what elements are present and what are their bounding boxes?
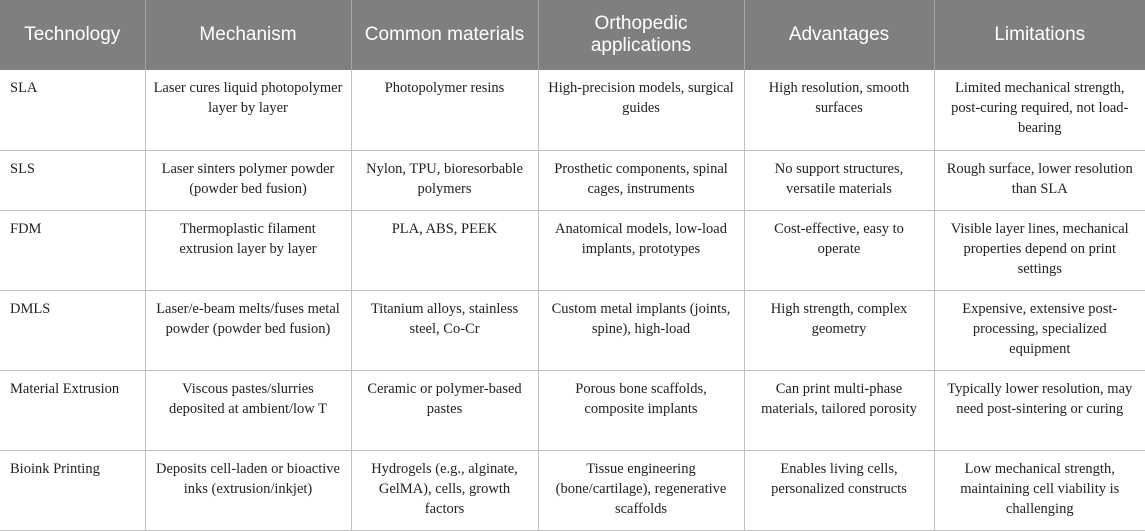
cell-advantages: No support structures, versatile materials (744, 150, 934, 210)
header-limitations: Limitations (934, 0, 1145, 70)
cell-limitations: Low mechanical strength, maintaining cell viability is challenging (934, 450, 1145, 530)
header-orthopedic-applications: Orthopedic applications (538, 0, 744, 70)
cell-materials: Titanium alloys, stainless steel, Co-Cr (351, 290, 538, 370)
cell-technology: Material Extrusion (0, 370, 145, 450)
cell-applications: Prosthetic components, spinal cages, instruments (538, 150, 744, 210)
cell-technology: FDM (0, 210, 145, 290)
cell-materials: Hydrogels (e.g., alginate, GelMA), cells, growth factors (351, 450, 538, 530)
table-row (0, 370, 1145, 450)
cell-limitations: Expensive, extensive post-processing, specialized equipment (934, 290, 1145, 370)
cell-mechanism: Laser/e-beam melts/fuses metal powder (powder bed fusion) (145, 290, 351, 370)
cell-technology: DMLS (0, 290, 145, 370)
cell-advantages: Enables living cells, personalized constructs (744, 450, 934, 530)
cell-limitations: Limited mechanical strength, post-curing required, not load-bearing (934, 70, 1145, 150)
cell-materials: Nylon, TPU, bioresorbable polymers (351, 150, 538, 210)
cell-mechanism: Deposits cell-laden or bioactive inks (extrusion/inkjet) (145, 450, 351, 530)
cell-mechanism: Laser cures liquid photopolymer layer by layer (145, 70, 351, 150)
table-row (0, 70, 1145, 150)
cell-advantages: High strength, complex geometry (744, 290, 934, 370)
cell-applications: Custom metal implants (joints, spine), high-load (538, 290, 744, 370)
header-advantages: Advantages (744, 0, 934, 70)
cell-technology: SLS (0, 150, 145, 210)
table-body (0, 70, 1145, 530)
cell-advantages: High resolution, smooth surfaces (744, 70, 934, 150)
cell-materials: PLA, ABS, PEEK (351, 210, 538, 290)
cell-applications: High-precision models, surgical guides (538, 70, 744, 150)
cell-mechanism: Viscous pastes/slurries deposited at ambient/low T (145, 370, 351, 450)
table-row (0, 290, 1145, 370)
cell-limitations: Visible layer lines, mechanical properties depend on print settings (934, 210, 1145, 290)
table-row (0, 150, 1145, 210)
header-row (0, 0, 1145, 70)
cell-technology: SLA (0, 70, 145, 150)
cell-materials: Ceramic or polymer-based pastes (351, 370, 538, 450)
cell-advantages: Cost-effective, easy to operate (744, 210, 934, 290)
table-row (0, 210, 1145, 290)
table-header (0, 0, 1145, 70)
cell-applications: Anatomical models, low-load implants, prototypes (538, 210, 744, 290)
header-technology: Technology (0, 0, 145, 70)
cell-applications: Porous bone scaffolds, composite implants (538, 370, 744, 450)
cell-applications: Tissue engineering (bone/cartilage), regenerative scaffolds (538, 450, 744, 530)
cell-technology: Bioink Printing (0, 450, 145, 530)
header-common-materials: Common materials (351, 0, 538, 70)
cell-materials: Photopolymer resins (351, 70, 538, 150)
header-mechanism: Mechanism (145, 0, 351, 70)
cell-mechanism: Laser sinters polymer powder (powder bed fusion) (145, 150, 351, 210)
cell-mechanism: Thermoplastic filament extrusion layer by layer (145, 210, 351, 290)
table-row (0, 450, 1145, 530)
cell-limitations: Typically lower resolution, may need post-sintering or curing (934, 370, 1145, 450)
cell-advantages: Can print multi-phase materials, tailored porosity (744, 370, 934, 450)
cell-limitations: Rough surface, lower resolution than SLA (934, 150, 1145, 210)
